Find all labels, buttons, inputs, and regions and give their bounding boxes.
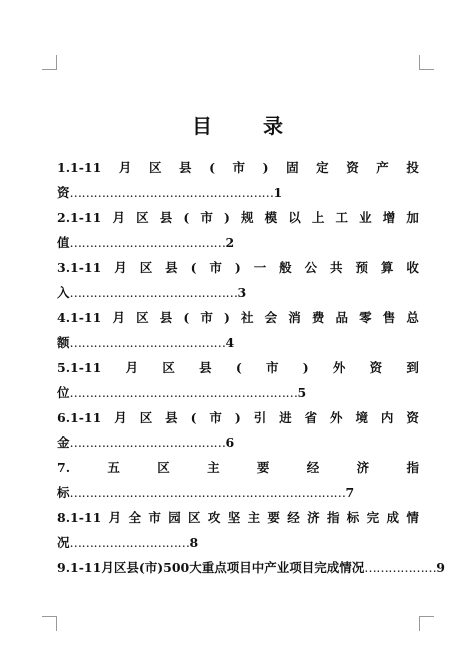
toc-page-number: 5	[297, 385, 307, 400]
toc-entry-token: )	[223, 210, 230, 225]
toc-entry-token: 规	[241, 210, 254, 225]
toc-entry-tail: 额	[57, 335, 70, 350]
toc-entry-token: 以	[288, 210, 301, 225]
toc-entry-token: 5.1-11	[57, 360, 102, 375]
toc-page-number: 2	[225, 235, 235, 250]
toc-page-number: 8	[189, 535, 199, 550]
toc-entry-token: )	[223, 310, 230, 325]
toc-entry-token: 资	[406, 410, 419, 425]
toc-entry-line-1	[57, 255, 419, 280]
toc-entry-token: 模	[264, 210, 278, 225]
toc-entry[interactable]	[57, 155, 419, 205]
toc-entry-token: )	[234, 260, 241, 275]
toc-entry-token: 区	[136, 310, 149, 325]
toc-entry-tail: 资	[57, 185, 70, 200]
toc-leader-dots: ……………………………………………………………	[69, 485, 346, 500]
toc-leader-dots: …………………………………	[69, 435, 226, 450]
toc-entry-line-1	[57, 305, 419, 330]
toc-entry-token: 成	[386, 510, 399, 525]
toc-entry-token: 3.1-11	[57, 260, 102, 275]
toc-leader-dots: …………………………………	[69, 335, 226, 350]
toc-entry-token: 指	[406, 460, 419, 475]
toc-entry-token: 6.1-11	[57, 410, 102, 425]
toc-entry-token: 月	[114, 260, 127, 275]
toc-entry-token: 济	[356, 460, 370, 475]
toc-entry-token: 到	[406, 360, 419, 375]
toc-entry-token: 市	[200, 210, 213, 225]
toc-entry-token: 县	[165, 260, 178, 275]
toc-entry-token: (	[183, 310, 190, 325]
toc-entry-tail: 入	[57, 285, 70, 300]
toc-entry-token: 市	[209, 410, 222, 425]
toc-entry-token: 县	[165, 410, 178, 425]
toc-entry-token: 固	[286, 160, 299, 175]
toc-entry-token: 县	[159, 310, 173, 325]
toc-entry-token: 社	[241, 310, 254, 325]
toc-entry-token: 园	[168, 510, 181, 525]
toc-entry-token: 公	[304, 260, 318, 275]
toc-entry-line-1	[57, 155, 419, 180]
toc-entry[interactable]	[57, 555, 445, 580]
toc-entry-token: 市	[148, 510, 161, 525]
toc-entry-token: 济	[307, 510, 320, 525]
toc-entry-tail: 金	[57, 435, 70, 450]
toc-entry-token: (	[235, 360, 242, 375]
toc-entry-line-2	[57, 430, 419, 455]
toc-entry-token: 市	[200, 310, 213, 325]
toc-entry-token: 全	[128, 510, 142, 525]
toc-entry-token: 外	[330, 410, 343, 425]
toc-entry-token: 预	[355, 260, 368, 275]
toc-entry-token: 县	[179, 160, 192, 175]
toc-entry[interactable]	[57, 305, 419, 355]
toc-entry-token: 主	[207, 460, 220, 475]
toc-entry-token: 区	[136, 210, 149, 225]
toc-entry-token: 区	[162, 360, 175, 375]
toc-page-number: 1	[273, 185, 283, 200]
toc-entry-line-1	[57, 455, 419, 480]
toc-entry-token: 攻	[207, 510, 221, 525]
toc-entry-token: 经	[287, 510, 300, 525]
toc-entry-token: (	[190, 410, 197, 425]
toc-entry-token: 消	[288, 310, 301, 325]
toc-entry-token: 资	[369, 360, 383, 375]
toc-entry-token: 主	[247, 510, 261, 525]
toc-entry-line-2	[57, 380, 419, 405]
toc-entry-tail: 值	[57, 235, 70, 250]
toc-entry-tail: 况	[57, 535, 70, 550]
toc-entry-tail: 位	[57, 385, 70, 400]
toc-entry-token: 资	[346, 160, 359, 175]
toc-entry-token: 定	[316, 160, 329, 175]
toc-entry-token: 会	[264, 310, 278, 325]
toc-entry-token: )	[234, 410, 241, 425]
toc-entry-token: 情	[406, 510, 419, 525]
toc-entry-token: 收	[406, 260, 419, 275]
toc-entry-token: 市	[232, 160, 246, 175]
toc-entry[interactable]	[57, 455, 419, 505]
toc-entry-token: (	[183, 210, 190, 225]
toc-entry-tail: 标	[57, 485, 70, 500]
toc-entry-token: 坚	[227, 510, 241, 525]
toc-entry-token: 外	[332, 360, 346, 375]
toc-page-number: 4	[225, 335, 235, 350]
toc-entry-token: 内	[380, 410, 394, 425]
toc-entry-token: 般	[279, 260, 292, 275]
toc-leader-dots: …………………………	[69, 535, 190, 550]
toc-entry-token: 4.1-11	[57, 310, 102, 325]
toc-entry-token: 一	[253, 260, 267, 275]
toc-entry-token: 区	[148, 160, 162, 175]
toc-entry-token: 总	[406, 310, 419, 325]
toc-entry-token: 区	[139, 260, 153, 275]
crop-mark-bottom-left	[42, 616, 57, 631]
toc-leader-dots: …………………………………………………	[69, 385, 298, 400]
crop-mark-top-right	[419, 55, 434, 70]
toc-entry-token: (	[209, 160, 215, 175]
toc-entry-token: 区	[188, 510, 201, 525]
toc-entry-token: 加	[406, 210, 419, 225]
toc-entry-token: 月	[118, 160, 132, 175]
toc-entry[interactable]	[57, 255, 419, 305]
toc-entry-token: 标	[346, 510, 360, 525]
toc-entry-line-2	[57, 230, 419, 255]
toc-entry-token: 月	[114, 410, 127, 425]
toc-entry-token: 完	[366, 510, 380, 525]
toc-entry-line	[57, 555, 445, 580]
toc-entry-token: 费	[311, 310, 325, 325]
toc-entry-token: 月	[112, 210, 125, 225]
toc-entry[interactable]	[57, 355, 419, 405]
toc-entry-token: 产	[376, 160, 389, 175]
toc-entry-token: 区	[139, 410, 153, 425]
crop-mark-top-left	[42, 55, 57, 70]
toc-entry[interactable]	[57, 205, 419, 255]
toc-entry-token: 市	[209, 260, 222, 275]
toc-entry-line-2	[57, 330, 419, 355]
toc-entry-token: 五	[107, 460, 120, 475]
toc-entry-text: 9.1-11月区县(市)500大重点项目中产业项目完成情况	[57, 560, 365, 575]
toc-entry-token: 1.1-11	[57, 160, 102, 175]
toc-leader-dots: ……………………………………	[69, 285, 238, 300]
toc-entry-token: 境	[355, 410, 368, 425]
toc-entry-line-2	[57, 530, 419, 555]
toc-entry-token: 投	[406, 160, 419, 175]
toc-entry-token: 共	[330, 260, 343, 275]
table-of-contents	[57, 155, 445, 580]
toc-entry-token: 算	[380, 260, 394, 275]
toc-entry-token: 进	[279, 410, 292, 425]
toc-entry-token: 零	[359, 310, 372, 325]
toc-entry-token: 7.	[57, 460, 71, 475]
toc-entry-token: )	[302, 360, 309, 375]
toc-entry-token: 上	[311, 210, 325, 225]
toc-title: 目 录	[192, 114, 305, 138]
toc-entry-line-1	[57, 205, 419, 230]
toc-entry-token: 增	[382, 210, 396, 225]
toc-entry-token: 经	[306, 460, 320, 475]
toc-entry-line-2	[57, 180, 419, 205]
toc-page-number: 9	[436, 560, 445, 575]
crop-mark-bottom-right	[419, 616, 434, 631]
toc-page-number: 7	[345, 485, 355, 500]
toc-entry-token: 指	[326, 510, 340, 525]
toc-leader-dots: ……………………………………………	[69, 185, 274, 200]
toc-entry-line-2	[57, 480, 419, 505]
toc-entry-token: 月	[112, 310, 125, 325]
toc-page-number: 6	[225, 435, 235, 450]
toc-entry-token: (	[190, 260, 197, 275]
toc-entry-token: 2.1-11	[57, 210, 102, 225]
toc-entry-token: 月	[108, 510, 122, 525]
toc-entry-token: 业	[359, 210, 372, 225]
toc-entry-line-1	[57, 505, 419, 530]
toc-leader-dots: …………………………………	[69, 235, 226, 250]
toc-entry-line-1	[57, 355, 419, 380]
toc-entry[interactable]	[57, 505, 419, 555]
toc-entry-token: 要	[256, 460, 270, 475]
toc-page-number: 3	[237, 285, 247, 300]
toc-entry-line-1	[57, 405, 419, 430]
toc-entry-token: 省	[304, 410, 318, 425]
toc-entry-token: 市	[265, 360, 279, 375]
toc-entry[interactable]	[57, 405, 419, 455]
toc-entry-token: 要	[267, 510, 280, 525]
toc-entry-token: 售	[382, 310, 396, 325]
toc-leader-dots: ………………	[364, 560, 437, 575]
toc-entry-token: 月	[125, 360, 139, 375]
toc-entry-token: 工	[335, 210, 349, 225]
toc-entry-token: 县	[159, 210, 173, 225]
toc-entry-token: )	[262, 160, 269, 175]
toc-entry-token: 8.1-11	[57, 510, 102, 525]
toc-entry-token: 县	[199, 360, 212, 375]
toc-entry-token: 区	[157, 460, 170, 475]
toc-entry-line-2	[57, 280, 419, 305]
toc-entry-token: 引	[253, 410, 267, 425]
toc-entry-token: 品	[335, 310, 349, 325]
